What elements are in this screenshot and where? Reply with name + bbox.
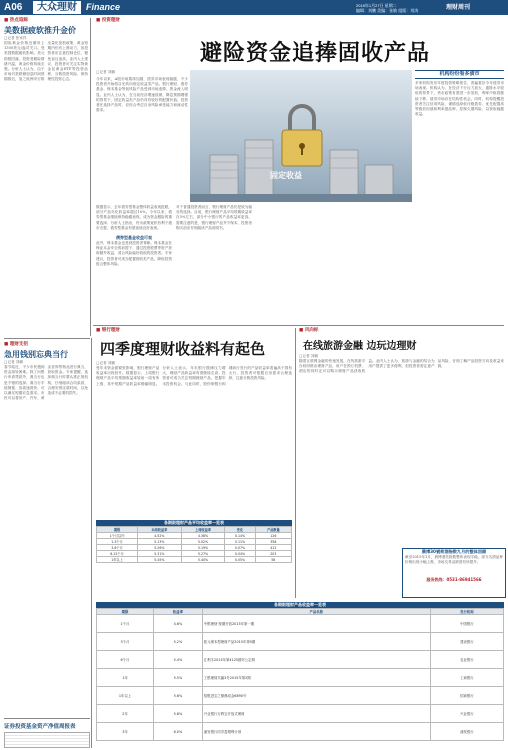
column-tag-2: ■ 理财支招 [4, 342, 88, 348]
lower-left-body: 受年末资金面紧张影响，银行理财产品收益率出现回升。数据显示，上周银行理财产品平均预期收益率较前一周有所上涨，其中短期产品收益率涨幅明显。分析人士表示，年末银行揽储压力增大，理财产品收益率有望继续走高，投资者可适当关注短期理财产品，把握年末投资机会。与此同时，股份制银行和城商行发行的产品收益率普遍高于国有大行，投资者可根据自身需求合理选择，注意分散投资风险。 [96, 366, 292, 386]
table-cell: 203 [255, 551, 291, 557]
article-title-2: 急用钱别忘典当行 [4, 350, 68, 359]
table-cell: 3年 [97, 723, 154, 741]
column-divider [90, 18, 91, 336]
sidebar-title: 机构纷纷看多债市 [415, 70, 504, 79]
left-column [4, 18, 88, 333]
table-cell: 358 [255, 539, 291, 545]
table-cell: 2年 [97, 705, 154, 723]
sidebar-body: 多家机构发布年度投资策略报告，普遍看好今年债券市场表现。机构认为，在经济下行压力加大、通胀水平较低的背景下，货币政策有望进一步放松，利率中枢将继续下移，债券市场存在结构性机会。同时，机构提醒投资者关注信用风险，谨慎选择低评级债券，优先配置高等级信用债和利率债品种，控制久期风险，以获取稳健收益。 [415, 81, 504, 117]
table-cell: 3-6个月 [97, 545, 138, 551]
table-cell: 6个月 [97, 651, 154, 669]
ad-body: 截至2015年1月，晨博酒类指数整体表现平稳，部分名酒品种价格出现小幅上涨，市场交易活跃度有所提升。 [405, 555, 503, 565]
table-cell: 6-12个月 [97, 551, 138, 557]
main-section [96, 18, 504, 24]
table-cell: 中银理财·按期开放2015年第一期 [202, 615, 430, 633]
article-body-2: 春节临近，不少市民遇到资金周转困难。除了向银行申请贷款外，典当行也是不错的选择。典当行手续简便、放款速度快，可以满足短期应急需求。市民可以将房产、汽车、黄金首饰等物品进行典当，获取资金。专家提醒，选择典当行时要认准正规机构，仔细阅读合同条款，合理安排还款时间，以免造成不必要的损失。 [4, 365, 88, 401]
table-cell: 126 [255, 533, 291, 539]
table-header: 期限 [97, 527, 138, 533]
yield-table-1-title: 各期限理财产品平均收益率一览表 [96, 520, 292, 526]
mid-divider [93, 325, 504, 326]
table-cell: 4.38% [181, 533, 225, 539]
table-cell: 5.02% [181, 539, 225, 545]
table-header: 发行机构 [430, 609, 503, 615]
column-divider-right [295, 328, 296, 598]
table-cell: 中国银行 [430, 615, 503, 633]
table-cell: 工银理财共赢3号2015年第2期 [202, 669, 430, 687]
lower-left-article [96, 328, 292, 516]
table-cell: 5.31% [138, 551, 182, 557]
table-cell: 58 [255, 557, 291, 563]
table-cell: 建设银行 [430, 633, 503, 651]
table-cell: 4.52% [138, 533, 182, 539]
main-headline: 避险资金追捧固收产品 [200, 41, 431, 66]
table-cell: 0.07% [225, 545, 255, 551]
table-cell: 招商银行 [430, 687, 503, 705]
masthead-right-label: 理财周刊 [446, 4, 471, 11]
table-cell: 5.6% [153, 687, 202, 705]
table-row [97, 651, 504, 669]
table-cell: 5.27% [181, 551, 225, 557]
main-byline: □记者 刘鹏 [96, 70, 115, 74]
page-code: A06 [4, 2, 23, 13]
lower-right-tag: ■ 风向标 [299, 328, 504, 334]
table-row [97, 615, 504, 633]
table-cell: 农业银行 [430, 651, 503, 669]
table-header: 本周收益率 [138, 527, 182, 533]
main-body-2: 数据显示，去年债券型基金整体收益表现抢眼，部分产品年化收益率超过10%。今年以来，债券型基金继续保持稳健表现，成为资金避险的重要选择。分析人士指出，货币政策宽松有利于债市走强，债券型基金有望延续良好表现。 [96, 205, 172, 230]
ad-block [402, 548, 506, 598]
table-cell: 乾元保本型理财产品2015年第5期 [202, 633, 430, 651]
article-title: 美数据疲软推升金价 [4, 26, 76, 35]
table-header: 期限 [97, 609, 154, 615]
fund-report-title: 证券投资基金资产净值周报表 [4, 724, 76, 730]
column-divider-lower [91, 338, 92, 748]
fund-divider [4, 718, 90, 719]
newspaper-brand: 大众理财 [33, 1, 81, 14]
table-header: 收益率 [153, 609, 202, 615]
table-cell: 工商银行 [430, 669, 503, 687]
yield-table-1 [96, 520, 292, 563]
table-header: 产品名称 [202, 609, 430, 615]
table-cell: 5.8% [153, 705, 202, 723]
main-body-4: 对于普通投资者而言，银行理财产品仍是较为稳妥的选择。目前，银行理财产品平均预期收益率在5%左右，部分中小银行的产品收益率更高。需要注意的是，银行理财产品并不保本，投资者购买前应仔细阅读产品说明书。 [176, 205, 252, 230]
lower-right-body: 随着互联网金融的快速发展，在线旅游平台纷纷推出理财产品，用户在预订机票、酒店的同时还可以购买理财产品获取收益。业内人士认为，旅游与金融的结合为用户提供了更多便利，但投资者需注意产品风险，仔细了解产品投资方向及收益来源。 [299, 359, 504, 374]
table-cell: 412 [255, 545, 291, 551]
table-cell: 5.13% [138, 539, 182, 545]
table-cell: 3个月 [97, 633, 154, 651]
table-cell: 6.0% [153, 723, 202, 741]
main-body-1: 今年以来，A股市场震荡加剧，债券市场表现稳健，不少投资者开始将目光转向固定收益类产品。银行理财、债券基金、保本基金等低风险产品受到市场追捧，资金流入明显。业内人士认为，在当前经济增速放缓、降息预期增强的背景下，固定收益类产品仍具有较好的配置价值。投资者在选择产品时，应综合考虑自身风险承受能力和流动性需求。 [96, 77, 188, 113]
ad-contact: 服务热线：0531-86941566 [426, 577, 482, 582]
image-caption: 固定收益 [270, 171, 302, 180]
table-cell: 浦发银行 [430, 723, 503, 741]
illustration-image [190, 70, 412, 202]
table-row [97, 687, 504, 705]
lower-right-byline: □记者 刘鹏 [299, 354, 318, 358]
table-cell: 1个月 [97, 615, 154, 633]
table-cell: 5.5% [153, 669, 202, 687]
table-row [97, 633, 504, 651]
table-cell: 5.40% [181, 557, 225, 563]
table-cell: 招银进宝之鼎鼎成金6890号 [202, 687, 430, 705]
table-cell: 4.6% [153, 615, 202, 633]
table-cell: 1年以上 [97, 687, 154, 705]
table-cell: 浦发银行同享盈增利计划 [202, 723, 430, 741]
lower-left-tag: ■ 银行理财 [96, 328, 292, 334]
table-cell: 1个月以内 [97, 533, 138, 539]
table-cell: 1-3个月 [97, 539, 138, 545]
yield-table-2-title: 各期限理财产品收益率一览表 [96, 602, 504, 608]
yield-table-2 [96, 602, 504, 741]
table-cell: 0.04% [225, 551, 255, 557]
byline-2: □记者 刘鹏 [4, 360, 23, 364]
table-cell: 兴业银行万利宝开放式理财 [202, 705, 430, 723]
table-cell: 5.26% [138, 545, 182, 551]
table-cell: 5.4% [153, 651, 202, 669]
masthead-editors: 编辑：刘鹏 美编：张敏 组版：刘涛 [356, 8, 419, 13]
table-row [97, 669, 504, 687]
ad-title: 晨博30號荷酒指数九月的整体回顾 [421, 549, 487, 554]
section-name: Finance [86, 2, 121, 12]
byline: □记者 张家祥 [4, 36, 27, 40]
table-cell: 1年以上 [97, 557, 138, 563]
column-tag: ■ 热点追踪 [4, 18, 88, 24]
lower-right-headline: 在线旅游金融 边玩边理财 [303, 341, 417, 352]
main-body-3: 此外，保本基金也受到投资者青睐。保本基金在保证本金安全的前提下，通过投资股票等资产获取额外收益，适合风险偏好较低的投资者。专家建议，投资者可适当配置固收类产品，降低投资组合整体风险。 [96, 241, 172, 266]
table-cell: 5.19% [181, 545, 225, 551]
article-body: 国际黄金价格近期冲上1300美元/盎司关口。受美国数据疲软影响，美元指数回落，投资者避险情绪升温，黄金价格持续走强。分析人士认为，由于市场对美联储加息时间预期推迟，加之欧洲央行推出量化宽松政策，黄金短期内仍有上涨动力，但投资者应注意控制仓位，避免盲目追高。业内人士建议，投资者可关注实物黄金及黄金ETF等投资品种，分散投资风险，保持理性投资心态。 [4, 41, 88, 82]
lower-left-headline: 四季度理财收益料有起色 [100, 340, 266, 358]
masthead-date: 2015年1月27日 星期二 [356, 3, 397, 8]
table-cell: 1年 [97, 669, 154, 687]
sidebar [415, 70, 504, 331]
fund-table [4, 732, 90, 748]
table-row [97, 723, 504, 741]
table-cell: 0.14% [225, 533, 255, 539]
table-header: 产品数量 [255, 527, 291, 533]
table-header: 上周收益率 [181, 527, 225, 533]
table-cell: 兴业银行 [430, 705, 503, 723]
table-cell: 0.11% [225, 539, 255, 545]
lower-right-article [299, 328, 504, 519]
table-row [97, 705, 504, 723]
main-subhead: 债券型基金收益可观 [116, 235, 152, 240]
lower-left-byline: □记者 刘鹏 [96, 361, 115, 365]
masthead-info [356, 3, 438, 13]
main-tag: ■ 投资理财 [96, 18, 504, 24]
table-cell: 0.05% [225, 557, 255, 563]
table-cell: 5.45% [138, 557, 182, 563]
table-cell: 汇利丰2015年第4125期对公定制 [202, 651, 430, 669]
left-column-lower [4, 342, 88, 647]
table-row [97, 557, 292, 563]
table-cell: 5.2% [153, 633, 202, 651]
section-divider [4, 338, 90, 339]
table-header: 变化 [225, 527, 255, 533]
